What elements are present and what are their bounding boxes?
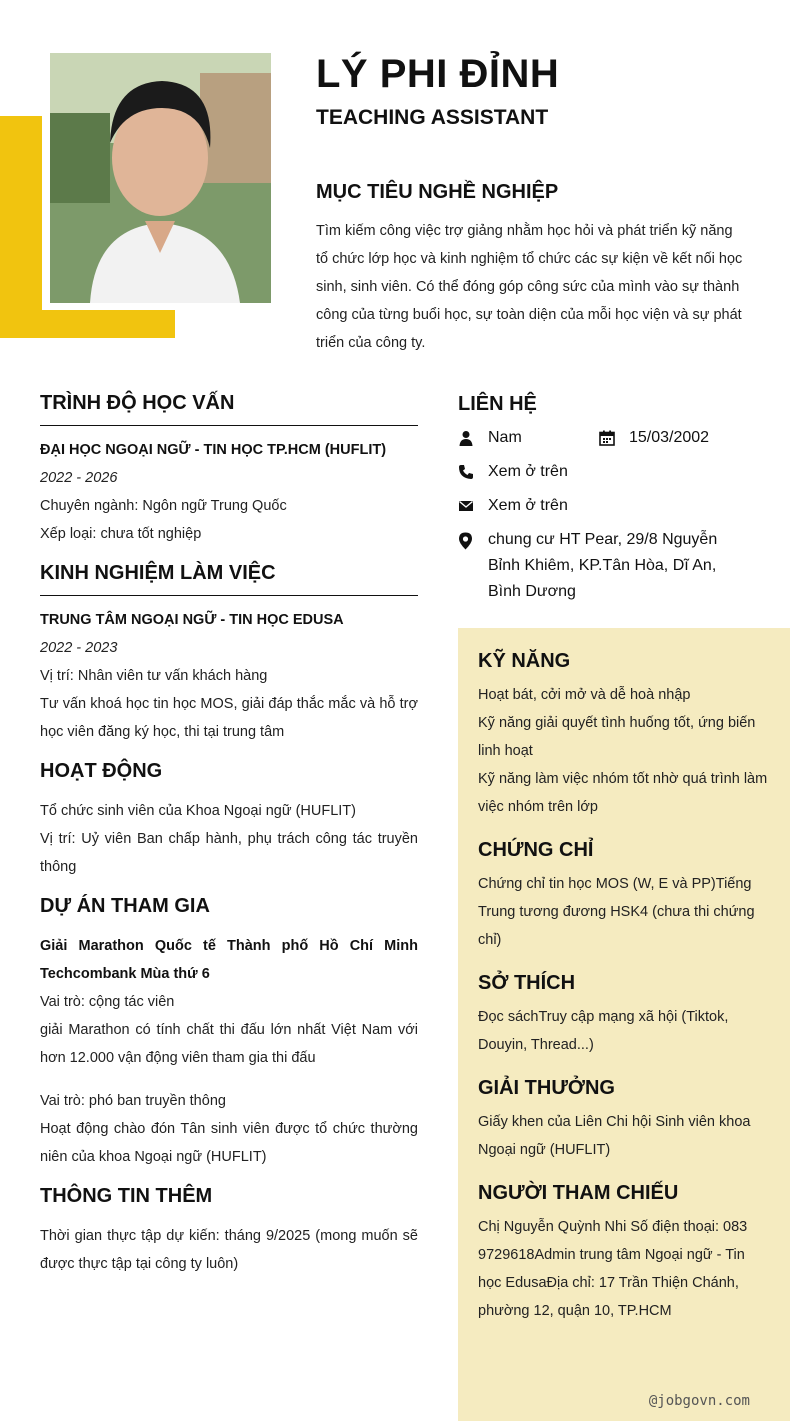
project-desc-1: giải Marathon có tính chất thi đấu lớn nhất Việt Nam với hơn 12.000 vận động viên tham gia thi đấu (40, 1022, 418, 1066)
education-title: TRÌNH ĐỘ HỌC VẤN (40, 392, 418, 426)
candidate-name: LÝ PHI ĐỈNH (316, 52, 560, 96)
hobbies-title: SỞ THÍCH (478, 972, 576, 994)
extra-title: THÔNG TIN THÊM (40, 1185, 213, 1207)
accent-block (0, 116, 42, 338)
skill-item: Kỹ năng giải quyết tình huống tốt, ứng biến linh hoạt (478, 715, 756, 759)
contact-birthday: 15/03/2002 (629, 429, 710, 446)
left-column (40, 392, 418, 1278)
education-major: Chuyên ngành: Ngôn ngữ Trung Quốc (40, 498, 287, 514)
skills-title: KỸ NĂNG (478, 650, 571, 672)
calendar-icon (599, 430, 615, 446)
experience-position: Vị trí: Nhân viên tư vấn khách hàng (40, 668, 268, 684)
contact-address: chung cư HT Pear, 29/8 Nguyễn Bỉnh Khiêm, KP.Tân Hòa, Dĩ An, Bình Dương (488, 531, 718, 600)
experience-description: Tư vấn khoá học tin học MOS, giải đáp thắc mắc và hỗ trợ học viên đăng ký học, thi tại trung tâm (40, 696, 418, 740)
skill-item: Hoạt bát, cởi mở và dễ hoà nhập (478, 687, 691, 703)
projects-title: DỰ ÁN THAM GIA (40, 895, 210, 917)
project-role-1: Vai trò: cộng tác viên (40, 994, 175, 1010)
awards-text: Giấy khen của Liên Chi hội Sinh viên khoa Ngoại ngữ (HUFLIT) (478, 1114, 751, 1158)
skill-item: Kỹ năng làm việc nhóm tốt nhờ quá trình làm việc nhóm trên lớp (478, 771, 768, 815)
contact-gender: Nam (488, 429, 522, 446)
person-icon (458, 430, 474, 446)
experience-title: KINH NGHIỆM LÀM VIỆC (40, 562, 418, 596)
profile-photo (50, 53, 271, 303)
contact-phone[interactable]: Xem ở trên (488, 463, 568, 480)
activities-position: Vị trí: Uỷ viên Ban chấp hành, phụ trách công tác truyền thông (40, 831, 418, 875)
project-desc-2: Hoạt động chào đón Tân sinh viên được tổ chức thường niên của khoa Ngoại ngữ (HUFLIT) (40, 1121, 418, 1165)
awards-title: GIẢI THƯỞNG (478, 1077, 615, 1099)
education-period: 2022 - 2026 (40, 470, 118, 486)
certificates-title: CHỨNG CHỈ (478, 839, 594, 861)
candidate-role: TEACHING ASSISTANT (316, 106, 549, 129)
contact-email[interactable]: Xem ở trên (488, 497, 568, 514)
contact-title: LIÊN HỆ (458, 393, 537, 415)
phone-icon (458, 464, 474, 480)
location-pin-icon (457, 532, 474, 550)
side-panel (458, 628, 790, 1421)
hobbies-text: Đọc sáchTruy cập mạng xã hội (Tiktok, Douyin, Thread...) (478, 1009, 729, 1053)
activities-title: HOẠT ĐỘNG (40, 760, 163, 782)
project-role-2: Vai trò: phó ban truyền thông (40, 1093, 226, 1109)
watermark: @jobgovn.com (648, 1393, 750, 1409)
activities-org: Tổ chức sinh viên của Khoa Ngoại ngữ (HUFLIT) (40, 803, 356, 819)
education-grade: Xếp loại: chưa tốt nghiệp (40, 526, 202, 542)
objective-text: Tìm kiếm công việc trợ giảng nhằm học hỏi và phát triển kỹ năng tổ chức lớp học và kinh nghiệm tổ chức các sự kiện về kết nối học sinh, sinh viên. Có thể đóng góp công sức của mình vào sự thành công của từng buổi học, sự toàn diện của mỗi học viện và sự phát triển của công ty. (316, 223, 743, 351)
project-name: Giải Marathon Quốc tế Thành phố Hồ Chí Minh Techcombank Mùa thứ 6 (40, 938, 418, 982)
accent-bar (0, 310, 175, 338)
extra-text: Thời gian thực tập dự kiến: tháng 9/2025 (mong muốn sẽ được thực tập tại công ty luôn) (40, 1228, 418, 1272)
education-school: ĐẠI HỌC NGOẠI NGỮ - TIN HỌC TP.HCM (HUFLIT) (40, 442, 387, 458)
experience-company: TRUNG TÂM NGOẠI NGỮ - TIN HỌC EDUSA (40, 612, 344, 628)
references-text: Chị Nguyễn Quỳnh Nhi Số điện thoại: 083 9729618Admin trung tâm Ngoại ngữ - Tin học EdusaĐịa chỉ: 17 Trần Thiện Chánh, phường 12, quận 10, TP.HCM (478, 1219, 748, 1319)
experience-period: 2022 - 2023 (40, 640, 118, 656)
mail-icon (458, 498, 474, 514)
references-title: NGƯỜI THAM CHIẾU (478, 1182, 679, 1204)
certificates-text: Chứng chỉ tin học MOS (W, E và PP)Tiếng Trung tương đương HSK4 (chưa thi chứng chỉ) (478, 876, 755, 948)
objective-title: MỤC TIÊU NGHỀ NGHIỆP (316, 181, 559, 203)
